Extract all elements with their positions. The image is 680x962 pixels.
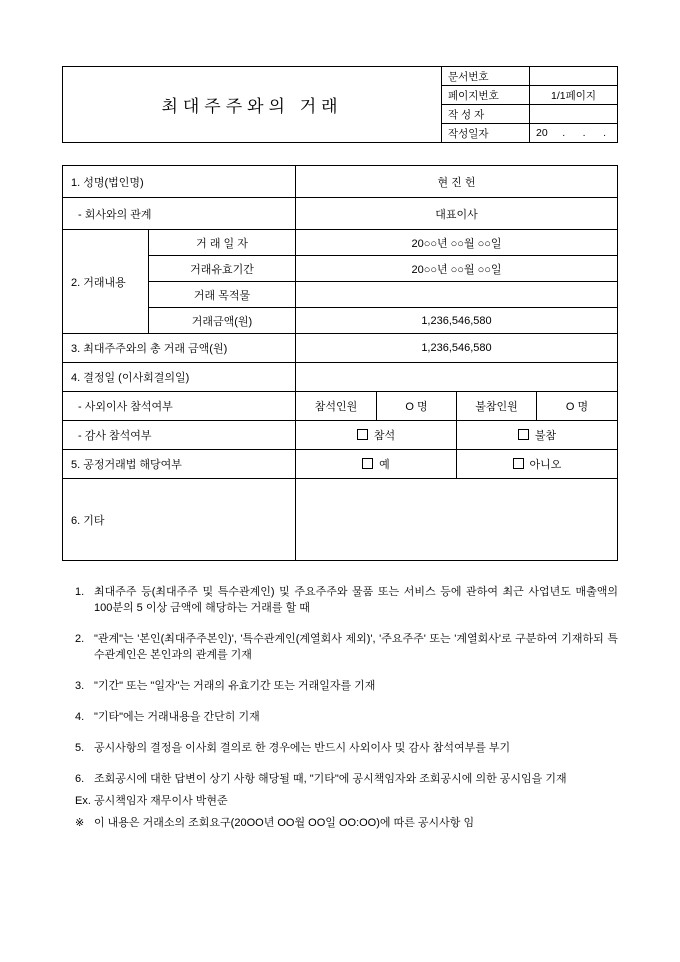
meta-label-doc-number: 문서번호 — [442, 67, 530, 86]
attend-count-label: 참석인원 — [296, 392, 377, 421]
field-decision-value — [296, 363, 618, 392]
field-relation-label: - 회사와의 관계 — [63, 198, 296, 230]
field-total-value: 1,236,546,580 — [296, 334, 618, 363]
field-deal-validity-label: 거래유효기간 — [149, 256, 296, 282]
field-decision-label: 4. 결정일 (이사회결의일) — [63, 363, 296, 392]
field-deal-date-value: 20○○년 ○○월 ○○일 — [296, 230, 618, 256]
note-item-example — [75, 793, 618, 809]
meta-label-page-number: 페이지번호 — [442, 86, 530, 105]
note-item-2 — [75, 631, 618, 663]
note-text: 조회공시에 대한 답변이 상기 사항 해당될 때, "기타"에 공시책임자와 조회공시에 의한 공시임을 기재 — [94, 773, 567, 785]
note-text: 이 내용은 거래소의 조회요구(20OO년 OO월 OO일 OO:OO)에 따른 공시사항 임 — [94, 817, 475, 829]
row-etc — [63, 479, 618, 561]
notes-section — [75, 584, 618, 846]
field-total-label: 3. 최대주주와의 총 거래 금액(원) — [63, 334, 296, 363]
field-deal-object-value — [296, 282, 618, 308]
page-title: 최대주주와의 거래 — [161, 97, 343, 116]
meta-value-doc-number — [530, 67, 618, 86]
note-item-3 — [75, 678, 618, 694]
row-fair-trade — [63, 450, 618, 479]
fair-trade-yes-option — [296, 450, 457, 479]
auditor-attend-option — [296, 421, 457, 450]
checkbox-fair-trade-no-icon — [513, 458, 524, 469]
field-deal-object-label: 거래 목적물 — [149, 282, 296, 308]
note-number: 5. — [75, 742, 85, 754]
row-relation — [63, 198, 618, 230]
note-text: 공시책임자 재무이사 박현준 — [94, 795, 228, 807]
checkbox-auditor-attend-icon — [357, 429, 368, 440]
row-auditor-attendance — [63, 421, 618, 450]
row-total-amount — [63, 334, 618, 363]
note-item-4 — [75, 709, 618, 725]
auditor-absent-label: 불참 — [534, 430, 557, 442]
field-deal-validity-value: 20○○년 ○○월 ○○일 — [296, 256, 618, 282]
row-decision-date — [63, 363, 618, 392]
checkbox-fair-trade-yes-icon — [362, 458, 373, 469]
fair-trade-no-label: 아니오 — [529, 459, 562, 471]
note-item-5 — [75, 740, 618, 756]
auditor-attend-label: 참석 — [373, 430, 396, 442]
meta-value-write-date: 20 . . . — [530, 124, 618, 143]
note-text: "기간" 또는 "일자"는 거래의 유효기간 또는 거래일자를 기재 — [94, 680, 376, 692]
meta-value-page-number: 1/1페이지 — [530, 86, 618, 105]
note-text: "기타"에는 거래내용을 간단히 기재 — [94, 711, 260, 723]
field-outside-directors-label: - 사외이사 참석여부 — [63, 392, 296, 421]
title-cell — [63, 67, 442, 143]
header-row — [63, 67, 618, 86]
attend-count-value: O 명 — [377, 392, 457, 421]
note-number: 1. — [75, 586, 85, 598]
field-deal-group-label: 2. 거래내용 — [63, 230, 149, 334]
note-number: 4. — [75, 711, 85, 723]
note-text: 공시사항의 결정을 이사회 결의로 한 경우에는 반드시 사외이사 및 감사 참석여부를 부기 — [94, 742, 511, 754]
note-number: ※ — [75, 817, 85, 829]
field-fair-trade-label: 5. 공정거래법 해당여부 — [63, 450, 296, 479]
field-name-value: 현 진 헌 — [296, 166, 618, 198]
note-text: "관계"는 '본인(최대주주본인)', '특수관계인(계열회사 제외)', '주요주주' 또는 '계열회사'로 구분하여 기재하되 특수관계인은 본인과의 관계를 기재 — [94, 633, 618, 661]
note-number: Ex. — [75, 795, 91, 807]
note-text: 최대주주 등(최대주주 및 특수관계인) 및 주요주주와 물품 또는 서비스 등에 관하여 최근 사업년도 매출액의 100분의 5 이상 금액에 해당하는 거래를 할 때 — [94, 586, 618, 614]
note-item-reference — [75, 815, 618, 831]
field-etc-label: 6. 기타 — [63, 479, 296, 561]
absent-count-value: O 명 — [537, 392, 618, 421]
checkbox-auditor-absent-icon — [518, 429, 529, 440]
field-deal-amount-value: 1,236,546,580 — [296, 308, 618, 334]
field-relation-value: 대표이사 — [296, 198, 618, 230]
row-outside-directors — [63, 392, 618, 421]
auditor-absent-option — [457, 421, 618, 450]
fair-trade-yes-label: 예 — [379, 459, 390, 471]
note-item-6 — [75, 771, 618, 787]
meta-value-author — [530, 105, 618, 124]
transaction-form-table — [62, 165, 618, 561]
field-name-label: 1. 성명(법인명) — [63, 166, 296, 198]
absent-count-label: 불참인원 — [457, 392, 537, 421]
note-number: 3. — [75, 680, 85, 692]
meta-label-author: 작 성 자 — [442, 105, 530, 124]
row-name — [63, 166, 618, 198]
field-deal-date-label: 거 래 일 자 — [149, 230, 296, 256]
field-auditor-label: - 감사 참석여부 — [63, 421, 296, 450]
meta-label-write-date: 작성일자 — [442, 124, 530, 143]
note-number: 6. — [75, 773, 85, 785]
note-number: 2. — [75, 633, 85, 645]
row-deal-date — [63, 230, 618, 256]
fair-trade-no-option — [457, 450, 618, 479]
document-header-table — [62, 66, 618, 143]
field-deal-amount-label: 거래금액(원) — [149, 308, 296, 334]
field-etc-value — [296, 479, 618, 561]
note-item-1 — [75, 584, 618, 616]
